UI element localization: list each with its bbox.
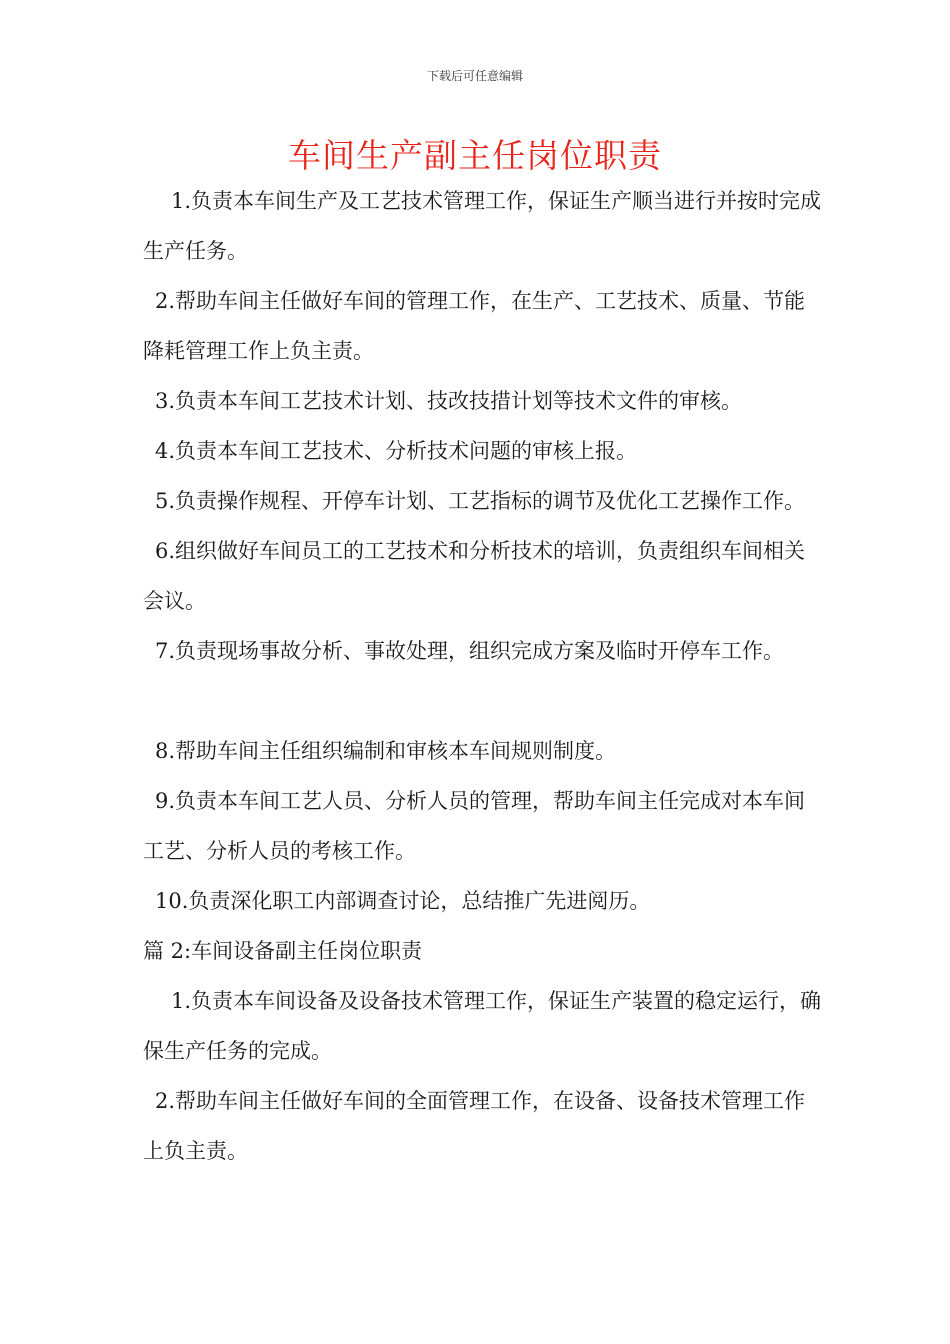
duty-item-8: 8.帮助车间主任组织编制和审核本车间规则制度。 xyxy=(155,739,617,763)
duty-item-4: 4.负责本车间工艺技术、分析技术问题的审核上报。 xyxy=(155,439,638,463)
duty-item-1: 1.负责本车间生产及工艺技术管理工作，保证生产顺当进行并按时完成生产任务。 xyxy=(143,189,822,263)
duty-item-2: 2.帮助车间主任做好车间的管理工作，在生产、工艺技术、质量、节能降耗管理工作上负主责。 xyxy=(143,289,806,363)
duty-item-6: 6.组织做好车间员工的工艺技术和分析技术的培训，负责组织车间相关会议。 xyxy=(143,539,806,613)
section-2-heading: 篇 2:车间设备副主任岗位职责 xyxy=(143,939,423,963)
duty-item-7: 7.负责现场事故分析、事故处理，组织完成方案及临时开停车工作。 xyxy=(155,639,785,663)
document-body xyxy=(143,176,823,1176)
duty-item-5: 5.负责操作规程、开停车计划、工艺指标的调节及优化工艺操作工作。 xyxy=(155,489,806,513)
section-2-item-1: 1.负责本车间设备及设备技术管理工作，保证生产装置的稳定运行，确保生产任务的完成。 xyxy=(143,989,822,1063)
page-header-note: 下载后可任意编辑 xyxy=(426,69,523,83)
duty-item-9: 9.负责本车间工艺人员、分析人员的管理，帮助车间主任完成对本车间工艺、分析人员的考核工作。 xyxy=(143,789,806,863)
section-2-item-2: 2.帮助车间主任做好车间的全面管理工作，在设备、设备技术管理工作上负主责。 xyxy=(143,1089,806,1163)
duty-item-10: 10.负责深化职工内部调查讨论，总结推广先进阅历。 xyxy=(155,889,651,913)
duty-item-3: 3.负责本车间工艺技术计划、技改技措计划等技术文件的审核。 xyxy=(155,389,743,413)
paragraph-spacer xyxy=(143,676,823,726)
document-title: 车间生产副主任岗位职责 xyxy=(288,136,662,175)
